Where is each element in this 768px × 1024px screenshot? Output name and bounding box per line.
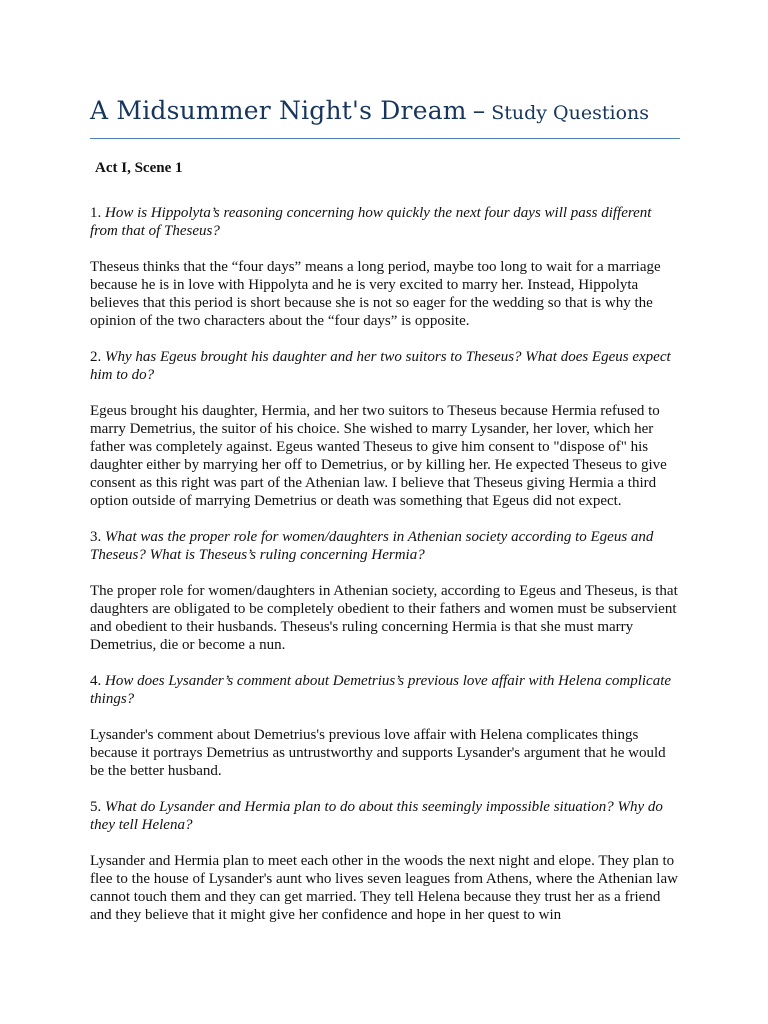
answer-3: The proper role for women/daughters in Athenian society, according to Egeus and Theseus, is that daughters are obligated to be completely obedient to their fathers and women must be subservient and obedient to their husbands. Theseus's ruling concerning Hermia is that she must marry Demetrius, die or become a nun. <box>90 583 678 653</box>
question-number: 3. <box>90 529 102 545</box>
questions-list <box>90 204 680 942</box>
question-number: 5. <box>90 799 102 815</box>
section-heading: Act I, Scene 1 <box>95 160 183 176</box>
question-text: How is Hippolyta’s reasoning concerning how quickly the next four days will pass different from that of Theseus? <box>90 205 652 239</box>
answer-1: Theseus thinks that the “four days” means a long period, maybe too long to wait for a marriage because he is in love with Hippolyta and he is very excited to marry her. Instead, Hippolyta believes that this period is short because she is not so eager for the wedding so that is why the opinion of the two characters about the “four days” is opposite. <box>90 259 661 329</box>
question-text: What was the proper role for women/daughters in Athenian society according to Egeus and Theseus? What is Theseus’s ruling concerning Hermia? <box>90 529 654 563</box>
question-block-4 <box>90 672 680 780</box>
title-main: A Midsummer Night's Dream <box>90 96 467 125</box>
document-title <box>90 96 680 139</box>
question-block-1 <box>90 204 680 330</box>
question-text: What do Lysander and Hermia plan to do about this seemingly impossible situation? Why do they tell Helena? <box>90 799 663 833</box>
question-block-3 <box>90 528 680 654</box>
question-text: How does Lysander’s comment about Demetrius’s previous love affair with Helena complicate things? <box>90 673 672 707</box>
question-block-2 <box>90 348 680 510</box>
question-4 <box>90 672 680 708</box>
question-5 <box>90 798 680 834</box>
title-subtitle: Study Questions <box>491 102 649 124</box>
question-number: 2. <box>90 349 102 365</box>
answer-5: Lysander and Hermia plan to meet each other in the woods the next night and elope. They plan to flee to the house of Lysander's aunt who lives seven leagues from Athens, where the Athenian law cannot touch them and they can get married. They tell Helena because they trust her as a friend and they believe that it might give her confidence and hope in her quest to win <box>90 853 678 923</box>
question-number: 4. <box>90 673 102 689</box>
question-number: 1. <box>90 205 102 221</box>
question-block-5 <box>90 798 680 924</box>
title-dash: – <box>472 96 486 125</box>
answer-2: Egeus brought his daughter, Hermia, and her two suitors to Theseus because Hermia refused to marry Demetrius, the suitor of his choice. She wished to marry Lysander, her lover, which her father was completely against. Egeus wanted Theseus to give him consent to "dispose of" his daughter either by marrying her off to Demetrius, or by killing her. He expected Theseus to give consent as this right was part of the Athenian law. I believe that Theseus giving Hermia a third option outside of marrying Demetrius or death was something that Egeus did not expect. <box>90 403 667 509</box>
answer-4: Lysander's comment about Demetrius's previous love affair with Helena complicates things because it portrays Demetrius as untrustworthy and supports Lysander's argument that he would be the better husband. <box>90 727 666 779</box>
question-3 <box>90 528 680 564</box>
question-1 <box>90 204 680 240</box>
question-2 <box>90 348 680 384</box>
question-text: Why has Egeus brought his daughter and her two suitors to Theseus? What does Egeus expect him to do? <box>90 349 671 383</box>
